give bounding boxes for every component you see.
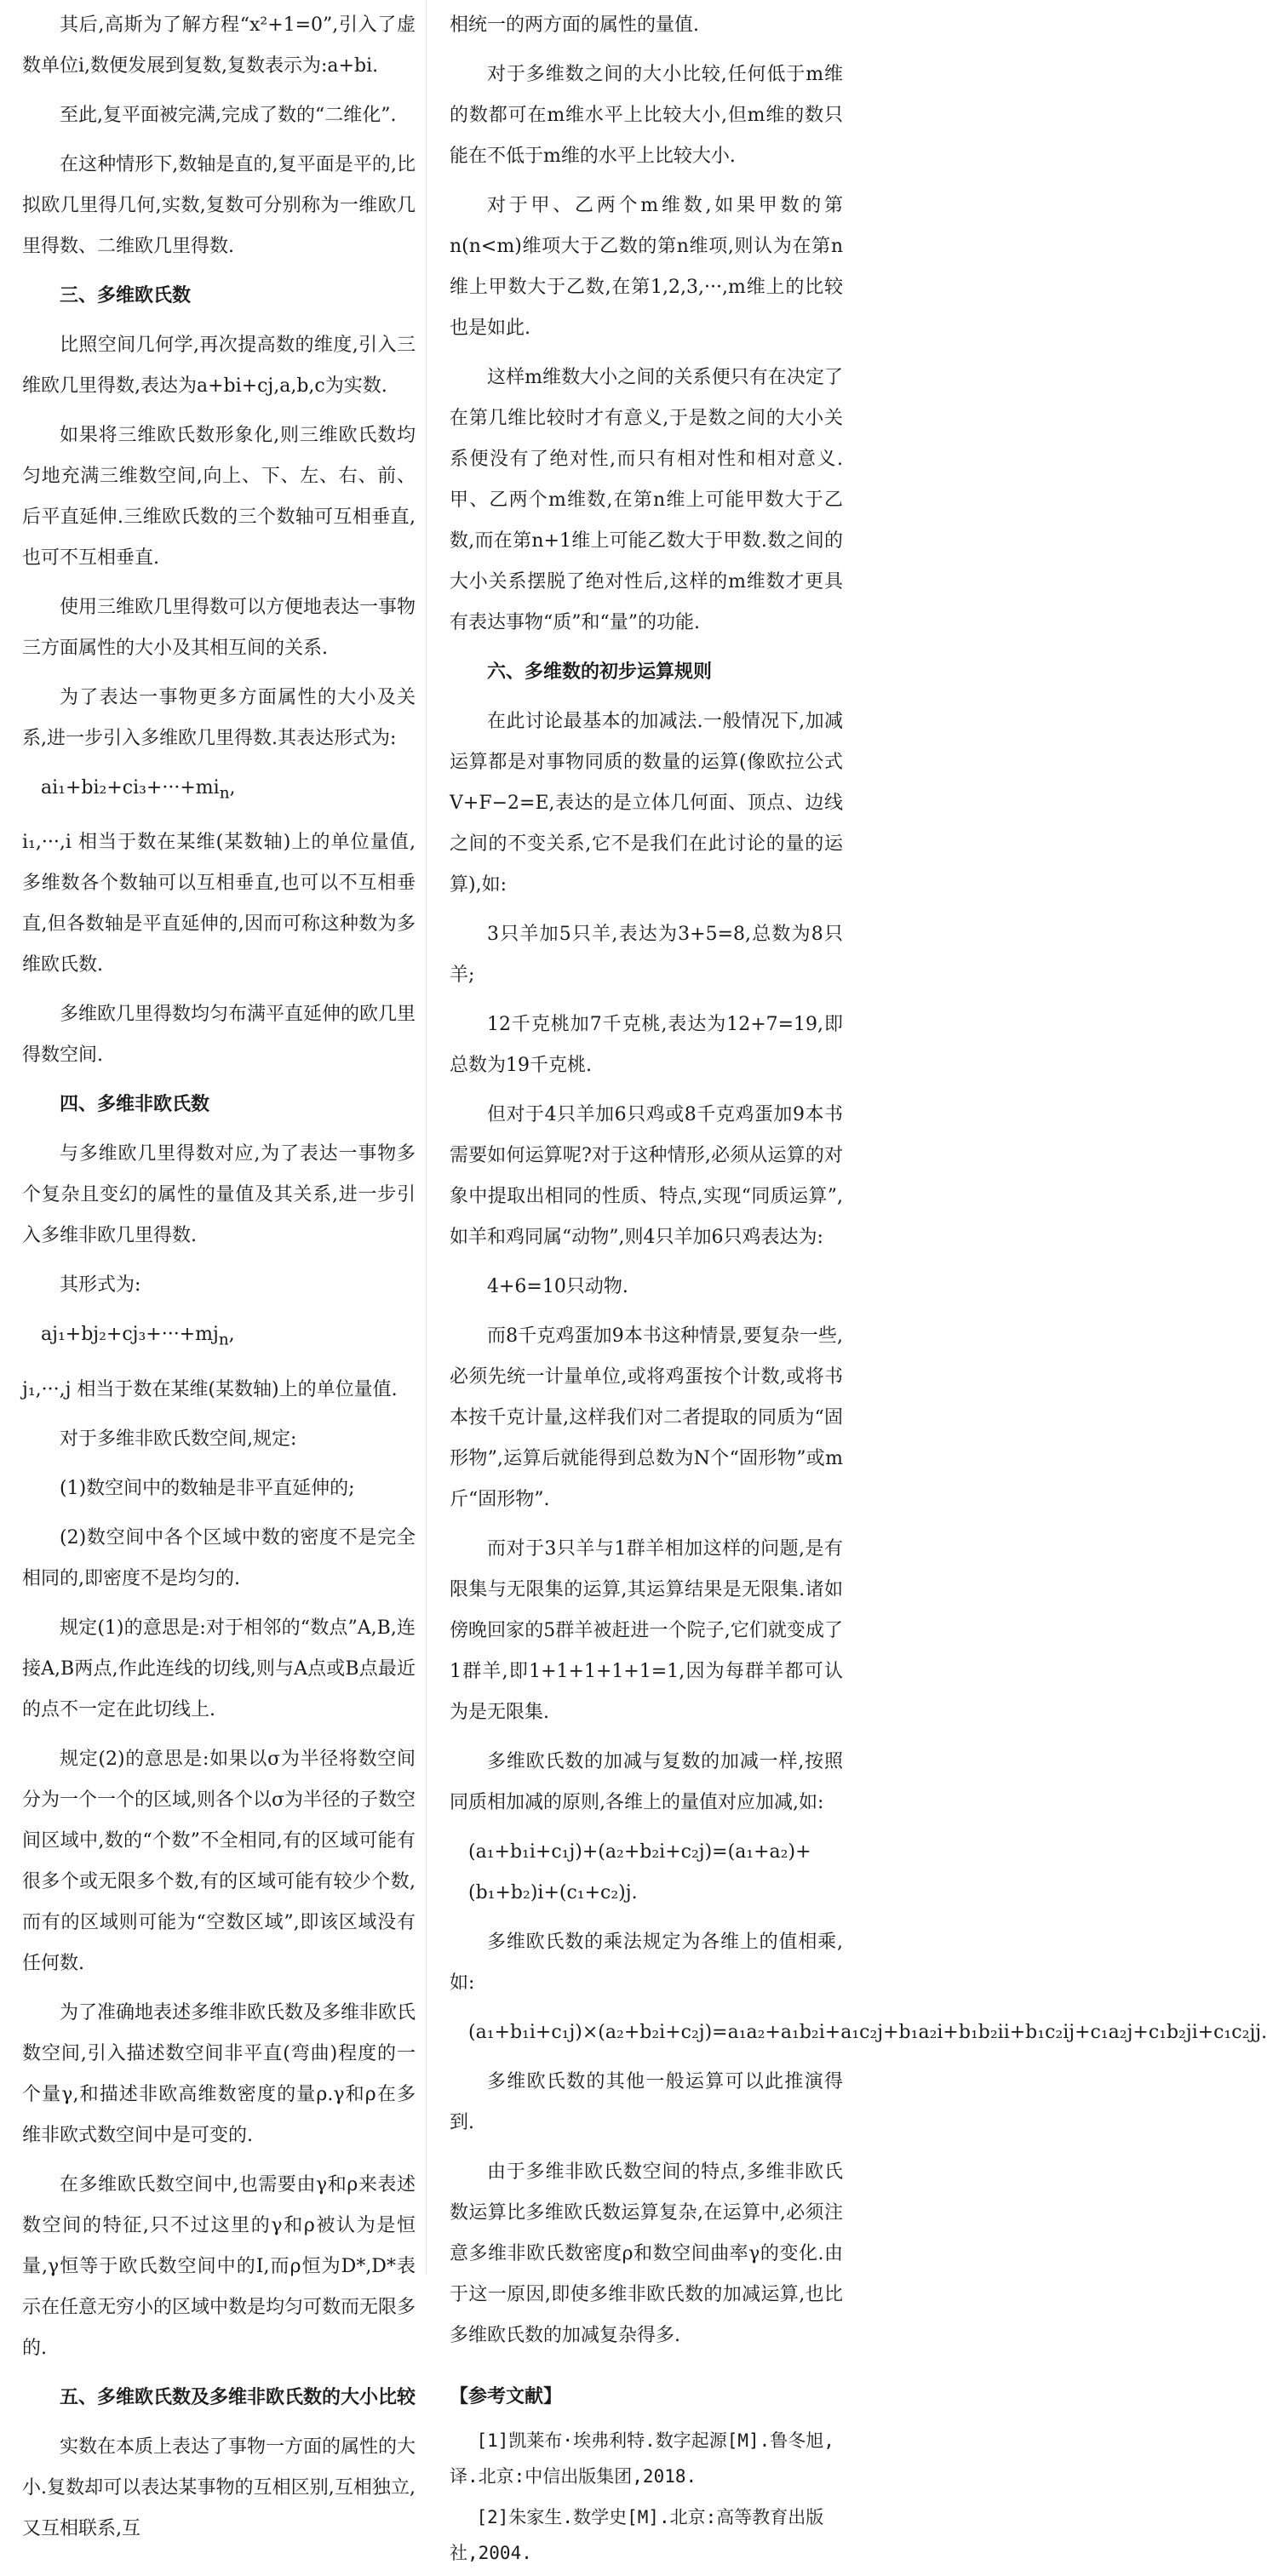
paragraph: 其后,高斯为了解方程“x²+1=0”,引入了虚数单位i,数便发展到复数,复数表示为:a+bi. [22,14,416,77]
paragraph: 为了准确地表述多维非欧氏数及多维非欧氏数空间,引入描述数空间非平直(弯曲)程度的一个量γ,和描述非欧高维数密度的量ρ.γ和ρ在多维非欧式数空间中是可变的. [22,2001,416,2146]
column-divider [426,0,427,2275]
paragraph: j₁,···,j 相当于数在某维(某数轴)上的单位量值. [22,1378,398,1400]
formula-subscript: n [218,1331,229,1349]
paragraph: 对于多维数之间的大小比较,任何低于m维的数都可在m维水平上比较大小,但m维的数只能在不低于m维的水平上比较大小. [450,64,843,167]
paragraph: 而8千克鸡蛋加9本书这种情景,要复杂一些,必须先统一计量单位,或将鸡蛋按个计数,或将书本按千克计量,这样我们对二者提取的同质为“固形物”,运算后就能得到总数为N个“固形物”或m斤“固形物”. [450,1325,843,1510]
formula-subscript: n [219,784,230,803]
paragraph: 4+6=10只动物. [487,1276,628,1297]
paragraph: 多维欧氏数的其他一般运算可以此推演得到. [450,2071,843,2133]
paragraph: 在此讨论最基本的加减法.一般情况下,加减运算都是对事物同质的数量的运算(像欧拉公式V+F−2=E,表达的是立体几何面、顶点、边线之间的不变关系,它不是我们在此讨论的量的运算),如: [450,711,843,896]
paragraph: 但对于4只羊加6只鸡或8千克鸡蛋加9本书需要如何运算呢?对于这种情形,必须从运算的对象中提取出相同的性质、特点,实现“同质运算”,如羊和鸡同属“动物”,则4只羊加6只鸡表达为: [450,1104,843,1248]
paragraph: 与多维欧几里得数对应,为了表达一事物多个复杂且变幻的属性的量值及其关系,进一步引入多维非欧几里得数. [22,1143,416,1247]
paragraph: 规定(1)的意思是:对于相邻的“数点”A,B,连接A,B两点,作此连线的切线,则与A点或B点最近的点不一定在此切线上. [22,1617,416,1720]
reference-item: [1]凯莱布·埃弗利特.数字起源[M].鲁冬旭,译.北京:中信出版集团,2018. [450,2430,834,2487]
reference-item: [2]朱家生.数学史[M].北京:高等教育出版社,2004. [450,2507,824,2563]
paragraph: 对于甲、乙两个m维数,如果甲数的第n(n<m)维项大于乙数的第n维项,则认为在第n维上甲数大于乙数,在第1,2,3,···,m维上的比较也是如此. [450,195,843,339]
paragraph: 如果将三维欧氏数形象化,则三维欧氏数均匀地充满三维数空间,向上、下、左、右、前、后平直延伸.三维欧氏数的三个数轴可互相垂直,也可不互相垂直. [22,425,416,569]
paragraph: 规定(2)的意思是:如果以σ为半径将数空间分为一个一个的区域,则各个以σ为半径的子数空间区域中,数的“个数”不全相同,有的区域可能有很多个或无限多个数,有的区域可能有较少个数,而有的区域则可能为“空数区域”,即该区域没有任何数. [22,1748,416,1974]
paragraph: 多维欧氏数的加减与复数的加减一样,按照同质相加减的原则,各维上的量值对应加减,如: [450,1751,843,1813]
formula-multiplication: (a₁+b₁i+c₁j)×(a₂+b₂i+c₂j)=a₁a₂+a₁b₂i+a₁c₂j+b₁a₂i+b₁b₂ii+b₁c₂ij+c₁a₂j+c₁b₂ji+c₁c₂jj. [468,2022,1267,2043]
paragraph: 其形式为: [60,1274,141,1297]
section-heading-6: 六、多维数的初步运算规则 [487,661,713,683]
paragraph: 对于多维非欧氏数空间,规定: [60,1428,297,1450]
paragraph: 而对于3只羊与1群羊相加这样的问题,是有限集与无限集的运算,其运算结果是无限集.诸如傍晚回家的5群羊被赶进一个院子,它们就变成了1群羊,即1+1+1+1+1=1,因为每群羊都可认为是无限集. [450,1538,843,1723]
section-heading-4: 四、多维非欧氏数 [60,1094,210,1116]
paragraph: i₁,···,i 相当于数在某维(某数轴)上的单位量值,多维数各个数轴可以互相垂直,也可以不互相垂直,但各数轴是平直延伸的,因而可称这种数为多维欧氏数. [22,832,416,976]
paragraph: 为了表达一事物更多方面属性的大小及关系,进一步引入多维欧几里得数.其表达形式为: [22,687,416,749]
paragraph: 相统一的两方面的属性的量值. [450,14,699,36]
left-column [22,5,416,2558]
paragraph: 至此,复平面被完满,完成了数的“二维化”. [60,105,397,126]
formula-body: ai₁+bi₂+ci₃+···+mi [41,777,220,799]
paragraph: 多维欧氏数的乘法规定为各维上的值相乘,如: [450,1932,843,1994]
paragraph: 使用三维欧几里得数可以方便地表达一事物三方面属性的大小及其相互间的关系. [22,597,416,659]
formula-end: , [229,777,236,799]
paragraph: 由于多维非欧氏数空间的特点,多维非欧氏数运算比多维欧氏数运算复杂,在运算中,必须注意多维非欧氏数密度ρ和数空间曲率γ的变化.由于这一原因,即使多维非欧氏数的加减运算,也比多维欧氏数的加减复杂得多. [450,2161,843,2346]
paragraph: 比照空间几何学,再次提高数的维度,引入三维欧几里得数,表达为a+bi+cj,a,b,c为实数. [22,335,416,397]
paragraph: 在这种情形下,数轴是直的,复平面是平的,比拟欧几里得几何,实数,复数可分别称为一维欧几里得数、二维欧几里得数. [22,154,416,257]
paragraph: 实数在本质上表达了事物一方面的属性的大小.复数却可以表达某事物的互相区别,互相独立,又互相联系,互 [22,2436,416,2539]
paragraph: 3只羊加5只羊,表达为3+5=8,总数为8只羊; [450,924,843,986]
section-heading-5: 五、多维欧氏数及多维非欧氏数的大小比较 [60,2386,416,2408]
paragraph: 在多维欧氏数空间中,也需要由γ和ρ来表述数空间的特征,只不过这里的γ和ρ被认为是恒量,γ恒等于欧氏数空间中的I,而ρ恒为D*,D*表示在任意无穷小的区域中数是均匀可数而无限多的. [22,2173,416,2359]
formula-body: aj₁+bj₂+cj₃+···+mj [41,1324,219,1346]
section-heading-3: 三、多维欧氏数 [60,285,192,306]
formula-end: , [228,1324,235,1346]
formula-non-euclid [22,1314,416,1360]
paragraph: (1)数空间中的数轴是非平直延伸的; [60,1477,355,1499]
formula-addition: (a₁+b₁i+c₁j)+(a₂+b₂i+c₂j)=(a₁+a₂)+(b₁+b₂)i+(c₁+c₂)j. [468,1841,811,1903]
formula-euclid [22,768,416,814]
paragraph: 12千克桃加7千克桃,表达为12+7=19,即总数为19千克桃. [450,1014,843,1076]
right-column [450,5,1267,2576]
paragraph: 这样m维数大小之间的关系便只有在决定了在第几维比较时才有意义,于是数之间的大小关系便没有了绝对性,而只有相对性和相对意义.甲、乙两个m维数,在第n维上可能甲数大于乙数,而在第n+1维上可能乙数大于甲数.数之间的大小关系摆脱了绝对性后,这样的m维数才更具有表达事物“质”和“量”的功能. [450,367,843,633]
references-heading: 【参考文献】 [450,2386,563,2407]
paragraph: (2)数空间中各个区域中数的密度不是完全相同的,即密度不是均匀的. [22,1526,416,1589]
paragraph: 多维欧几里得数均匀布满平直延伸的欧几里得数空间. [22,1004,416,1067]
